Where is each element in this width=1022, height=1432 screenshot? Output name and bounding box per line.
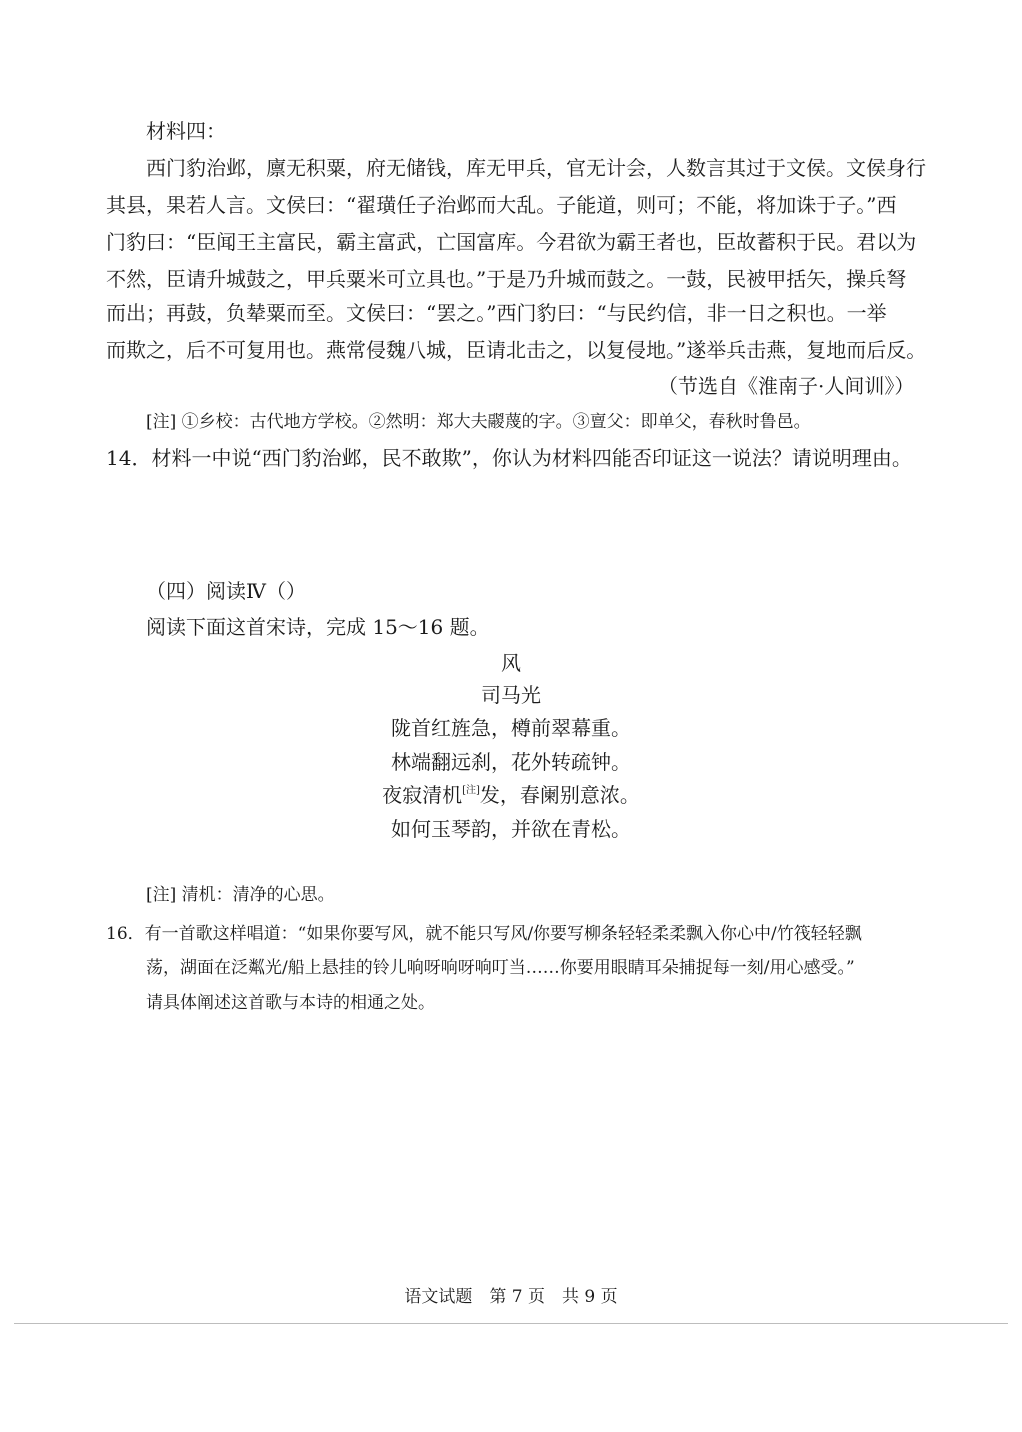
section-4-heading: （四）阅读Ⅳ（） bbox=[146, 579, 306, 603]
poem-line-2: 林端翻远刹，花外转疏钟。 bbox=[391, 750, 631, 774]
question-16-line-1: 16．有一首歌这样唱道：“如果你要写风，就不能只写风/你要写柳条轻轻柔柔飘入你心中/竹筏轻轻飘 bbox=[106, 924, 862, 944]
material4-line-6: 而欺之，后不可复用也。燕常侵魏八城，臣请北击之，以复侵地。”遂举兵击燕，复地而后反。 bbox=[106, 338, 927, 362]
material4-line-5: 而出；再鼓，负辇粟而至。文侯曰：“罢之。”西门豹曰：“与民约信，非一日之积也。一举 bbox=[106, 301, 887, 325]
material4-source: （节选自《淮南子·人间训》） bbox=[658, 374, 915, 398]
question-16-line-2: 荡，湖面在泛粼光/船上悬挂的铃儿响呀响呀响叮当……你要用眼睛耳朵捕捉每一刻/用心感受。” bbox=[146, 958, 855, 978]
poem-author: 司马光 bbox=[481, 683, 541, 707]
material4-heading: 材料四： bbox=[146, 119, 226, 143]
bottom-divider bbox=[14, 1323, 1008, 1324]
poem-line-3-part-a: 夜寂清机 bbox=[382, 783, 463, 807]
question-14: 14．材料一中说“西门豹治邺，民不敢欺”，你认为材料四能否印证这一说法？请说明理由。 bbox=[106, 446, 912, 470]
page-footer: 语文试题 第 7 页 共 9 页 bbox=[404, 1287, 618, 1307]
poem-footnote-marker: [注] bbox=[462, 785, 480, 796]
material4-line-4: 不然，臣请升城鼓之，甲兵粟米可立具也。”于是乃升城而鼓之。一鼓，民被甲括矢，操兵弩 bbox=[106, 267, 907, 291]
material4-line-2: 其县，果若人言。文侯曰：“翟璜任子治邺而大乱。子能道，则可；不能，将加诛于子。”西 bbox=[106, 193, 897, 217]
material4-line-1: 西门豹治邺，廪无积粟，府无储钱，库无甲兵，官无计会，人数言其过于文侯。文侯身行 bbox=[146, 156, 926, 180]
material4-line-3: 门豹曰：“臣闻王主富民，霸主富武，亡国富库。今君欲为霸王者也，臣故蓄积于民。君以为 bbox=[106, 230, 917, 254]
poem-line-3 bbox=[0, 782, 1022, 808]
poem-note: [注] 清机：清净的心思。 bbox=[146, 885, 335, 905]
question-16-line-3: 请具体阐述这首歌与本诗的相通之处。 bbox=[146, 993, 435, 1013]
poem-title: 风 bbox=[501, 651, 521, 675]
material-notes: [注] ①乡校：古代地方学校。②然明：郑大夫鬷蔑的字。③亶父：即单父，春秋时鲁邑。 bbox=[146, 412, 811, 432]
poem-line-3-part-b: 发，春阑别意浓。 bbox=[479, 783, 640, 807]
section-4-intro: 阅读下面这首宋诗，完成 15～16 题。 bbox=[146, 615, 490, 639]
poem-line-1: 陇首红旌急，樽前翠幕重。 bbox=[391, 716, 631, 740]
poem-line-4: 如何玉琴韵，并欲在青松。 bbox=[391, 817, 631, 841]
